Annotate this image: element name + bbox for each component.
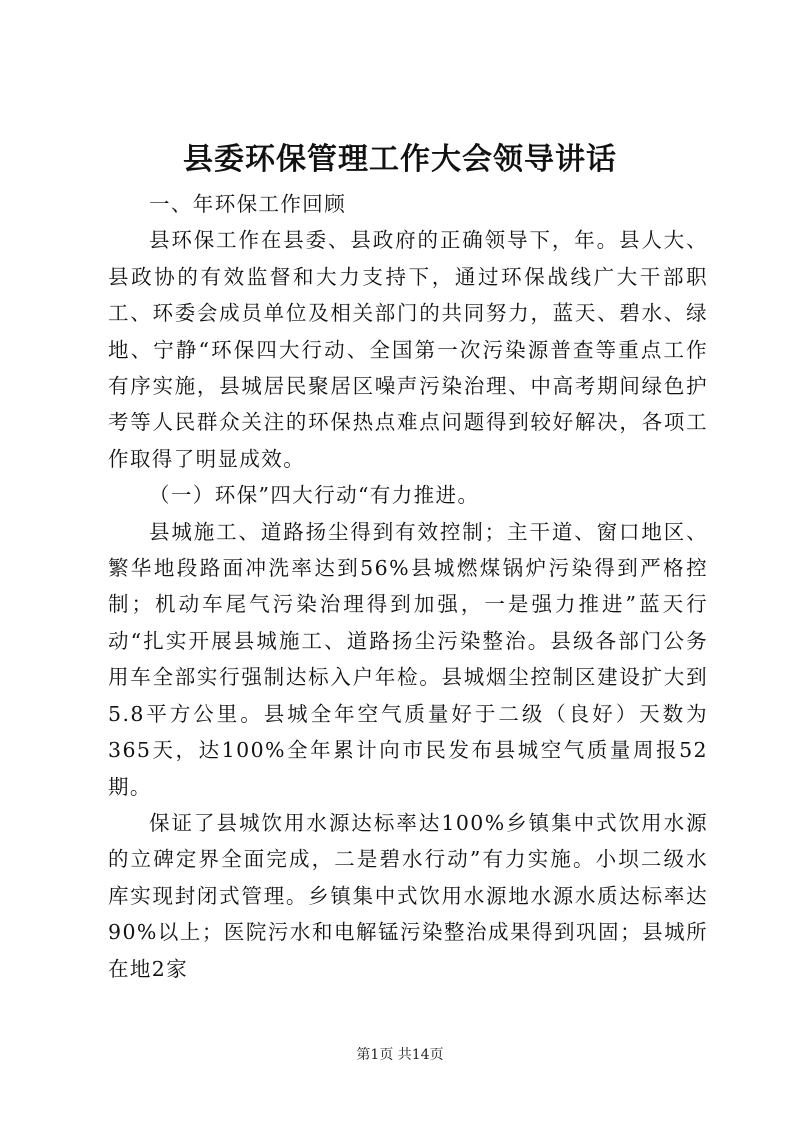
section-heading: 一、年环保工作回顾 [149,192,347,216]
paragraph-3: 保证了县城饮用水源达标率达100%乡镇集中式饮用水源的立碑定界全面完成，二是碧水行动”有力实施。小坝二级水库实现封闭式管理。乡镇集中式饮用水源地水源水质达标率达90%以上；医院污水和电解锰污染整治成果得到巩固；县城所在地2家 [108,810,708,981]
page-footer: 第1页 共14页 [356,1047,444,1063]
subheading-1: （一）环保”四大行动“有力推进。 [149,483,480,508]
paragraph-2: 县城施工、道路扬尘得到有效控制；主干道、窗口地区、繁华地段路面冲洗率达到56%县城燃煤锅炉污染得到严格控制；机动车尾气污染治理得到加强，一是强力推进”蓝天行动“扎实开展县城施工、道路扬尘污染整治。县级各部门公务用车全部实行强制达标入户年检。县城烟尘控制区建设扩大到5.8平方公里。县城全年空气质量好于二级（良好）天数为365天，达100%全年累计向市民发布县城空气质量周报52期。 [108,519,708,799]
document-body [108,186,708,987]
paragraph-1: 县环保工作在县委、县政府的正确领导下，年。县人大、县政协的有效监督和大力支持下，通过环保战线广大干部职工、环委会成员单位及相关部门的共同努力，蓝天、碧水、绿地、宁静“环保四大行动、全国第一次污染源普查等重点工作有序实施，县城居民聚居区噪声污染治理、中高考期间绿色护考等人民群众关注的环保热点难点问题得到较好解决，各项工作取得了明显成效。 [108,228,708,471]
document-title: 县委环保管理工作大会领导讲话 [183,142,617,177]
